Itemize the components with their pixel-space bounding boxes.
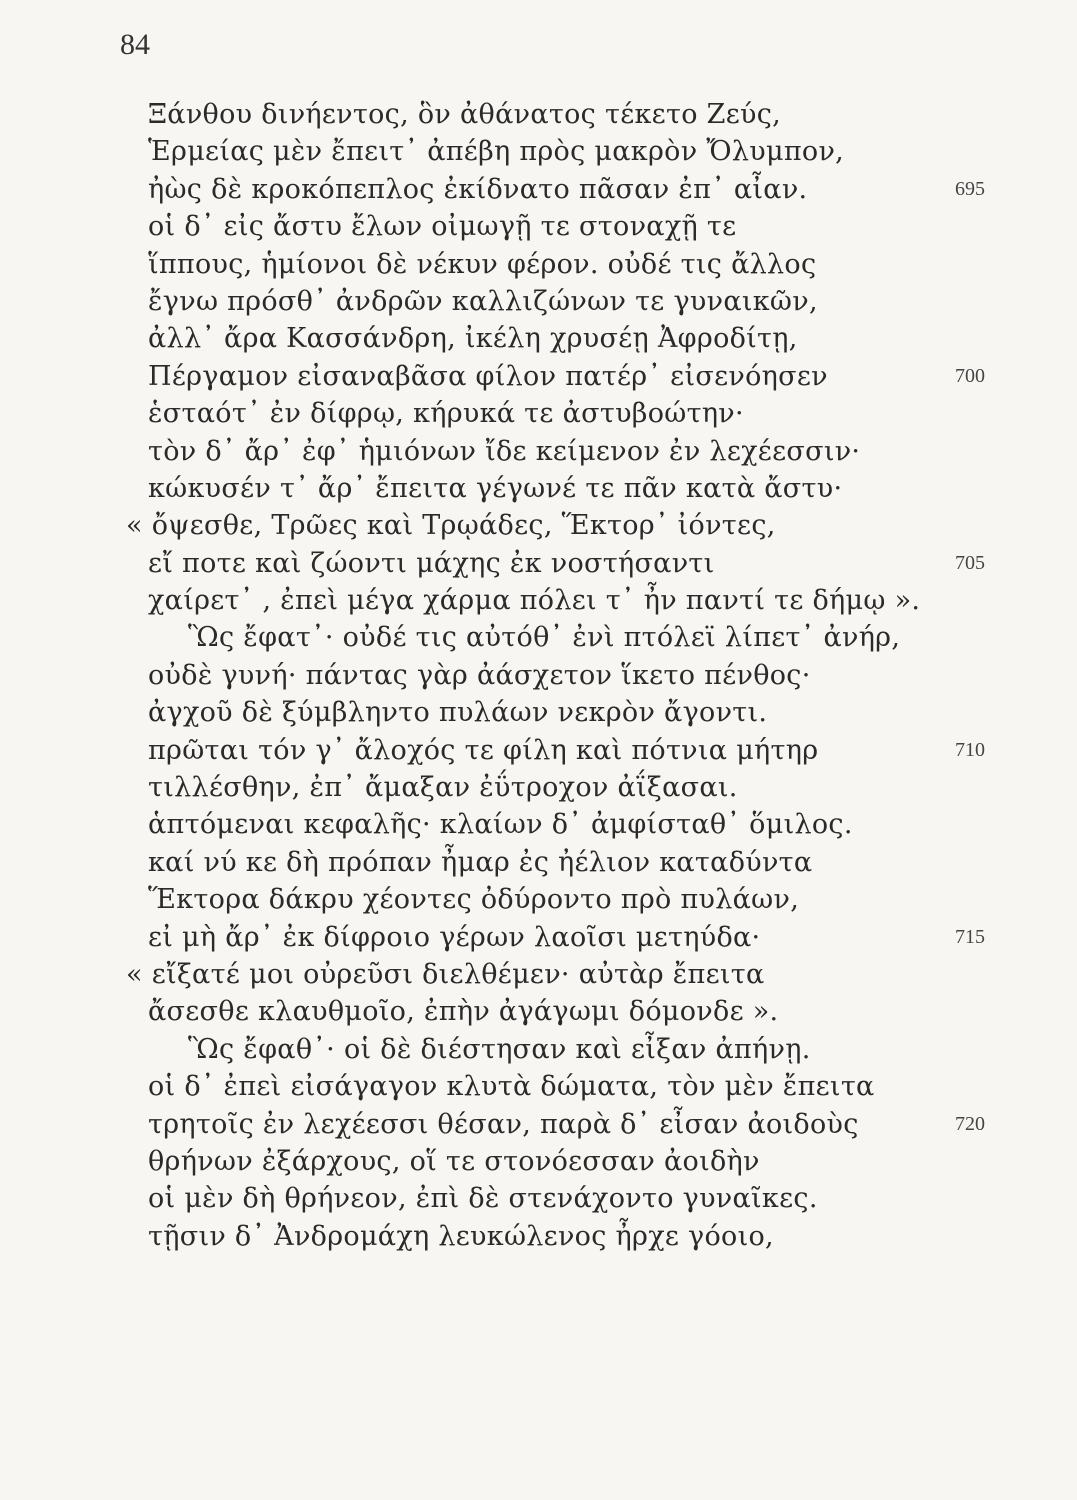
verse-text: θρήνων ἐξάρχους, οἵ τε στονόεσσαν ἀοιδὴν	[148, 1145, 760, 1177]
line-number: 700	[955, 364, 985, 387]
verse-text: οὐδὲ γυνή· πάντας γὰρ ἀάσχετον ἵκετο πένθος·	[148, 659, 811, 691]
verse-line	[0, 395, 1077, 432]
verse-line	[0, 96, 1077, 133]
verse-line	[0, 844, 1077, 881]
verse-line	[0, 619, 1077, 656]
verse-text: τῇσιν δ᾽ Ἀνδρομάχη λευκώλενος ἦρχε γόοιο,	[148, 1220, 774, 1252]
verse-text: ἁπτόμεναι κεφαλῆς· κλαίων δ᾽ ἀμφίσταθ᾽ ὅμιλος.	[148, 809, 853, 841]
verse-line	[0, 956, 1077, 993]
verse-text: ἔγνω πρόσθ᾽ ἀνδρῶν καλλιζώνων τε γυναικῶν,	[148, 285, 818, 317]
verse-line	[0, 582, 1077, 619]
verse-text: Ὣς ἔφατ᾽· οὐδέ τις αὐτόθ᾽ ἐνὶ πτόλεϊ λίπετ᾽ ἀνήρ,	[188, 622, 901, 654]
verse-text: « εἴξατέ μοι οὐρεῦσι διελθέμεν· αὐτὰρ ἔπειτα	[126, 958, 765, 990]
verse-text: Ὣς ἔφαθ᾽· οἱ δὲ διέστησαν καὶ εἶξαν ἀπήνῃ.	[188, 1033, 811, 1065]
verse-text: Ἑρμείας μὲν ἔπειτ᾽ ἀπέβη πρὸς μακρὸν Ὄλυμπον,	[148, 136, 845, 168]
verse-line	[0, 545, 1077, 582]
verse-line	[0, 993, 1077, 1030]
verse-line	[0, 507, 1077, 544]
verse-block	[0, 96, 1077, 1255]
verse-line	[0, 283, 1077, 320]
verse-text: καί νύ κε δὴ πρόπαν ἦμαρ ἐς ἠέλιον καταδύντα	[148, 846, 813, 878]
verse-text: τιλλέσθην, ἐπ᾽ ἄμαξαν ἐΰτροχον ἀΐξασαι.	[148, 772, 738, 804]
verse-line	[0, 1218, 1077, 1255]
verse-text: οἱ μὲν δὴ θρήνεον, ἐπὶ δὲ στενάχοντο γυναῖκες.	[148, 1183, 818, 1215]
verse-text: Πέργαμον εἰσαναβᾶσα φίλον πατέρ᾽ εἰσενόησεν	[148, 360, 828, 392]
verse-line	[0, 769, 1077, 806]
verse-text: κώκυσέν τ᾽ ἄρ᾽ ἔπειτα γέγωνέ τε πᾶν κατὰ ἄστυ·	[148, 472, 843, 504]
verse-line	[0, 919, 1077, 956]
verse-line	[0, 1068, 1077, 1105]
verse-text: τρητοῖς ἐν λεχέεσσι θέσαν, παρὰ δ᾽ εἶσαν ἀοιδοὺς	[148, 1108, 859, 1140]
verse-text: χαίρετ᾽ , ἐπεὶ μέγα χάρμα πόλει τ᾽ ἦν παντί τε δήμῳ ».	[148, 585, 921, 617]
verse-line	[0, 1143, 1077, 1180]
verse-text: εἴ ποτε καὶ ζώοντι μάχης ἐκ νοστήσαντι	[148, 547, 715, 579]
verse-line	[0, 694, 1077, 731]
verse-line	[0, 171, 1077, 208]
verse-line	[0, 732, 1077, 769]
verse-line	[0, 1180, 1077, 1217]
verse-line	[0, 358, 1077, 395]
line-number: 705	[955, 551, 985, 574]
verse-text: ἄσεσθε κλαυθμοῖο, ἐπὴν ἀγάγωμι δόμονδε ».	[148, 996, 779, 1028]
verse-text: Ἕκτορα δάκρυ χέοντες ὀδύροντο πρὸ πυλάων,	[148, 884, 800, 916]
verse-text: « ὄψεσθε, Τρῶες καὶ Τρῳάδες, Ἕκτορ᾽ ἰόντες,	[126, 510, 776, 542]
verse-line	[0, 320, 1077, 357]
verse-text: ἠὼς δὲ κροκόπεπλος ἐκίδνατο πᾶσαν ἐπ᾽ αἶαν.	[148, 173, 808, 205]
verse-line	[0, 208, 1077, 245]
line-number: 720	[955, 1112, 985, 1135]
verse-text: ἀλλ᾽ ἄρα Κασσάνδρη, ἰκέλη χρυσέῃ Ἀφροδίτῃ,	[148, 323, 798, 355]
verse-text: ἑσταότ᾽ ἐν δίφρῳ, κήρυκά τε ἀστυβοώτην·	[148, 398, 744, 430]
verse-line	[0, 806, 1077, 843]
line-number: 695	[955, 177, 985, 200]
verse-line	[0, 657, 1077, 694]
verse-text: οἱ δ᾽ ἐπεὶ εἰσάγαγον κλυτὰ δώματα, τὸν μὲν ἔπειτα	[148, 1071, 875, 1103]
verse-line	[0, 1106, 1077, 1143]
verse-text: Ξάνθου δινήεντος, ὃν ἀθάνατος τέκετο Ζεύς,	[148, 99, 782, 130]
verse-text: οἱ δ᾽ εἰς ἄστυ ἔλων οἰμωγῇ τε στοναχῇ τε	[148, 211, 737, 243]
verse-text: ἀγχοῦ δὲ ξύμβληντο πυλάων νεκρὸν ἄγοντι.	[148, 697, 768, 729]
verse-line	[0, 246, 1077, 283]
verse-line	[0, 1031, 1077, 1068]
verse-line	[0, 470, 1077, 507]
verse-line	[0, 133, 1077, 170]
line-number: 715	[955, 925, 985, 948]
verse-line	[0, 881, 1077, 918]
line-number: 710	[955, 738, 985, 761]
verse-text: πρῶται τόν γ᾽ ἄλοχός τε φίλη καὶ πότνια μήτηρ	[148, 734, 819, 766]
verse-text: τὸν δ᾽ ἄρ᾽ ἐφ᾽ ἡμιόνων ἴδε κείμενον ἐν λεχέεσσιν·	[148, 435, 861, 467]
verse-text: ἵππους, ἡμίονοι δὲ νέκυν φέρον. οὐδέ τις ἄλλος	[148, 248, 817, 280]
verse-text: εἰ μὴ ἄρ᾽ ἐκ δίφροιο γέρων λαοῖσι μετηύδα·	[148, 921, 761, 953]
verse-line	[0, 433, 1077, 470]
page-number: 84	[120, 28, 150, 61]
